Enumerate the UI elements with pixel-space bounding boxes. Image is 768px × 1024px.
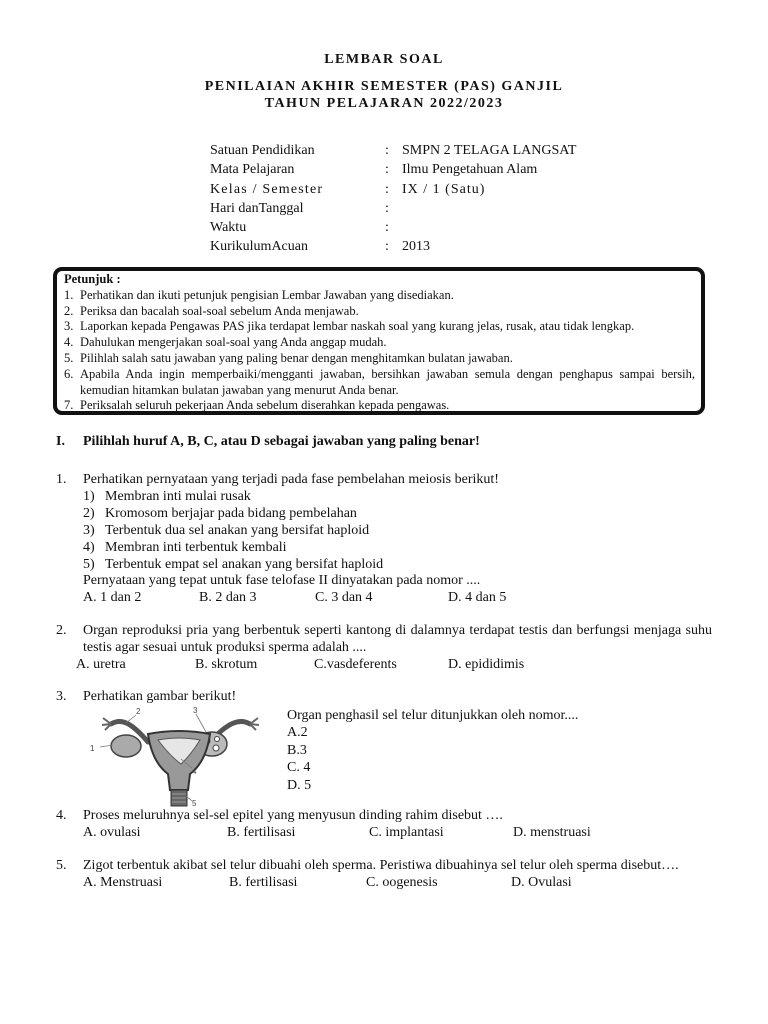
figure-label-4: 4 [192, 767, 197, 776]
instruction-item [64, 319, 695, 335]
figure-label-3: 3 [193, 706, 198, 715]
statement-text: Membran inti mulai rusak [105, 488, 251, 504]
info-label: Kelas / Semester [210, 181, 324, 197]
option-c[interactable]: C. 3 dan 4 [315, 590, 373, 606]
statement-list [56, 489, 712, 590]
exam-info [210, 141, 576, 257]
follicle [215, 737, 220, 742]
option-c[interactable]: C. implantasi [369, 824, 444, 840]
option-c[interactable]: C.vasdeferents [314, 656, 397, 672]
info-label: Mata Pelajaran [210, 162, 295, 178]
info-label: Waktu [210, 220, 247, 236]
instruction-number: 2. [64, 303, 74, 318]
question-text: Organ reproduksi pria yang berbentuk seperti kantong di dalamnya terdapat testis dan berfungsi menjaga suhu testis agar sesuai untuk produksi sperma adalah .... [83, 623, 712, 655]
info-colon: : [385, 143, 389, 158]
option-b[interactable]: B. fertilisasi [229, 874, 298, 890]
right-fimbriae [250, 718, 259, 730]
info-label: Satuan Pendidikan [210, 143, 315, 158]
info-value: 2013 [402, 239, 430, 255]
statement-number: 1) [83, 488, 95, 504]
option-d[interactable]: D. 4 dan 5 [448, 590, 507, 606]
option-d[interactable]: D. menstruasi [513, 824, 591, 840]
question-text: Proses meluruhnya sel-sel epitel yang menyusun dinding rahim disebut …. [83, 808, 503, 823]
answer-options [56, 590, 712, 607]
instruction-number: 1. [64, 287, 74, 302]
info-colon: : [385, 239, 389, 255]
instructions-title: Petunjuk : [64, 272, 121, 286]
info-value: SMPN 2 TELAGA LANGSAT [402, 143, 577, 158]
info-row-date [210, 199, 576, 218]
statement-item [83, 523, 712, 540]
instruction-item [64, 367, 695, 399]
instruction-item [64, 351, 695, 367]
info-colon: : [385, 220, 389, 236]
question-2 [56, 623, 712, 674]
question-prompt: Organ penghasil sel telur ditunjukkan oleh nomor.... [287, 708, 579, 723]
label-line-2 [126, 715, 136, 723]
label-line-3 [196, 714, 206, 732]
figure-label-2: 2 [136, 707, 141, 716]
answer-options [56, 657, 712, 674]
question-stem [56, 623, 712, 657]
instruction-text: Periksalah seluruh pekerjaan Anda sebelum diserahkan kepada pengawas. [80, 398, 450, 413]
info-row-subject [210, 160, 576, 179]
question-stem [56, 808, 712, 825]
doc-title: LEMBAR SOAL [324, 52, 444, 67]
answer-options [56, 825, 712, 842]
info-colon: : [385, 162, 389, 178]
question-text: Perhatikan pernyataan yang terjadi pada fase pembelahan meiosis berikut! [83, 472, 499, 487]
statement-number: 4) [83, 539, 95, 555]
doc-year: TAHUN PELAJARAN 2022/2023 [264, 96, 504, 111]
option-b[interactable]: B. skrotum [195, 656, 258, 672]
statement-item [83, 557, 712, 574]
question-number: 3. [56, 689, 67, 704]
follicle [213, 745, 219, 751]
statement-number: 5) [83, 556, 95, 572]
section-heading [56, 434, 480, 450]
question-text: Perhatikan gambar berikut! [83, 689, 237, 704]
instruction-number: 7. [64, 398, 74, 413]
info-colon: : [385, 200, 389, 216]
question-number: 2. [56, 623, 67, 638]
statement-text: Kromosom berjajar pada bidang pembelahan [105, 505, 357, 521]
info-row-school [210, 141, 576, 160]
instruction-text: Periksa dan bacalah soal-soal sebelum Anda menjawab. [80, 303, 359, 318]
option-d[interactable]: D. Ovulasi [511, 874, 572, 890]
option-d[interactable]: D. epididimis [448, 656, 525, 672]
question-3-options [287, 707, 578, 794]
option-c[interactable]: C. 4 [287, 760, 311, 776]
instructions-list [64, 288, 695, 414]
figure-label-5: 5 [192, 799, 197, 808]
instruction-number: 4. [64, 335, 74, 350]
left-fimbriae [102, 718, 111, 730]
info-row-time [210, 218, 576, 237]
instruction-item [64, 288, 695, 304]
instruction-text: Perhatikan dan ikuti petunjuk pengisian Lembar Jawaban yang disediakan. [80, 287, 454, 302]
instruction-number: 5. [64, 350, 74, 365]
info-colon: : [385, 181, 389, 197]
instruction-number: 6. [64, 366, 74, 381]
section-number: I. [56, 434, 65, 449]
left-ovary [111, 735, 141, 757]
statement-text: Terbentuk empat sel anakan yang bersifat haploid [105, 556, 384, 572]
instruction-text: Apabila Anda ingin memperbaiki/mengganti jawaban, bersihkan jawaban semula dengan penghapus sampai bersih, kemudian hitamkan bulatan jawaban yang menurut Anda benar. [80, 366, 695, 397]
info-row-curriculum [210, 237, 576, 256]
figure-label-1: 1 [90, 744, 95, 753]
instruction-text: Pilihlah salah satu jawaban yang paling benar dengan menghitamkan bulatan jawaban. [80, 350, 513, 365]
instruction-number: 3. [64, 319, 74, 334]
question-4 [56, 808, 712, 842]
option-a[interactable]: A.2 [287, 725, 308, 741]
question-1 [56, 472, 712, 607]
question-number: 1. [56, 472, 67, 487]
question-text: Zigot terbentuk akibat sel telur dibuahi oleh sperma. Peristiwa dibuahinya sel telur oleh sperma disebut…. [83, 858, 679, 873]
statement-item [83, 506, 712, 523]
instruction-text: Dahulukan mengerjakan soal-soal yang Anda anggap mudah. [80, 335, 387, 350]
question-stem [56, 472, 712, 489]
question-number: 4. [56, 808, 67, 823]
question-prompt: Pernyataan yang tepat untuk fase telofase II dinyatakan pada nomor .... [83, 573, 481, 589]
question-5 [56, 858, 712, 892]
doc-subtitle: PENILAIAN AKHIR SEMESTER (PAS) GANJIL [204, 79, 564, 94]
statement-item [83, 540, 712, 557]
option-b[interactable]: B.3 [287, 742, 307, 758]
statement-number: 2) [83, 505, 95, 521]
female-reproductive-organ-figure [86, 704, 281, 808]
info-label: KurikulumAcuan [210, 239, 308, 255]
option-a[interactable]: A. uretra [76, 656, 126, 672]
instruction-text: Laporkan kepada Pengawas PAS jika terdapat lembar naskah soal yang kurang jelas, rusak, atau tidak lengkap. [80, 319, 635, 334]
info-row-class [210, 180, 576, 199]
instruction-item [64, 398, 695, 414]
option-b[interactable]: B. 2 dan 3 [199, 590, 257, 606]
info-label: Hari danTanggal [210, 200, 304, 216]
option-a[interactable]: A. Menstruasi [83, 874, 163, 890]
statement-item [83, 489, 712, 506]
option-c[interactable]: C. oogenesis [366, 874, 438, 890]
statement-number: 3) [83, 522, 95, 538]
option-b[interactable]: B. fertilisasi [227, 824, 296, 840]
info-value: IX / 1 (Satu) [402, 181, 486, 197]
statement-text: Membran inti terbentuk kembali [105, 539, 287, 555]
info-value: Ilmu Pengetahuan Alam [402, 162, 538, 178]
statement-text: Terbentuk dua sel anakan yang bersifat haploid [105, 522, 370, 538]
answer-options [56, 875, 712, 892]
instruction-item [64, 304, 695, 320]
question-stem [56, 858, 712, 875]
option-a[interactable]: A. ovulasi [83, 824, 141, 840]
instruction-item [64, 335, 695, 351]
instructions-box [53, 267, 705, 415]
question-number: 5. [56, 858, 67, 873]
option-d[interactable]: D. 5 [287, 777, 312, 793]
option-a[interactable]: A. 1 dan 2 [83, 590, 142, 606]
section-title: Pilihlah huruf A, B, C, atau D sebagai jawaban yang paling benar! [83, 434, 480, 449]
